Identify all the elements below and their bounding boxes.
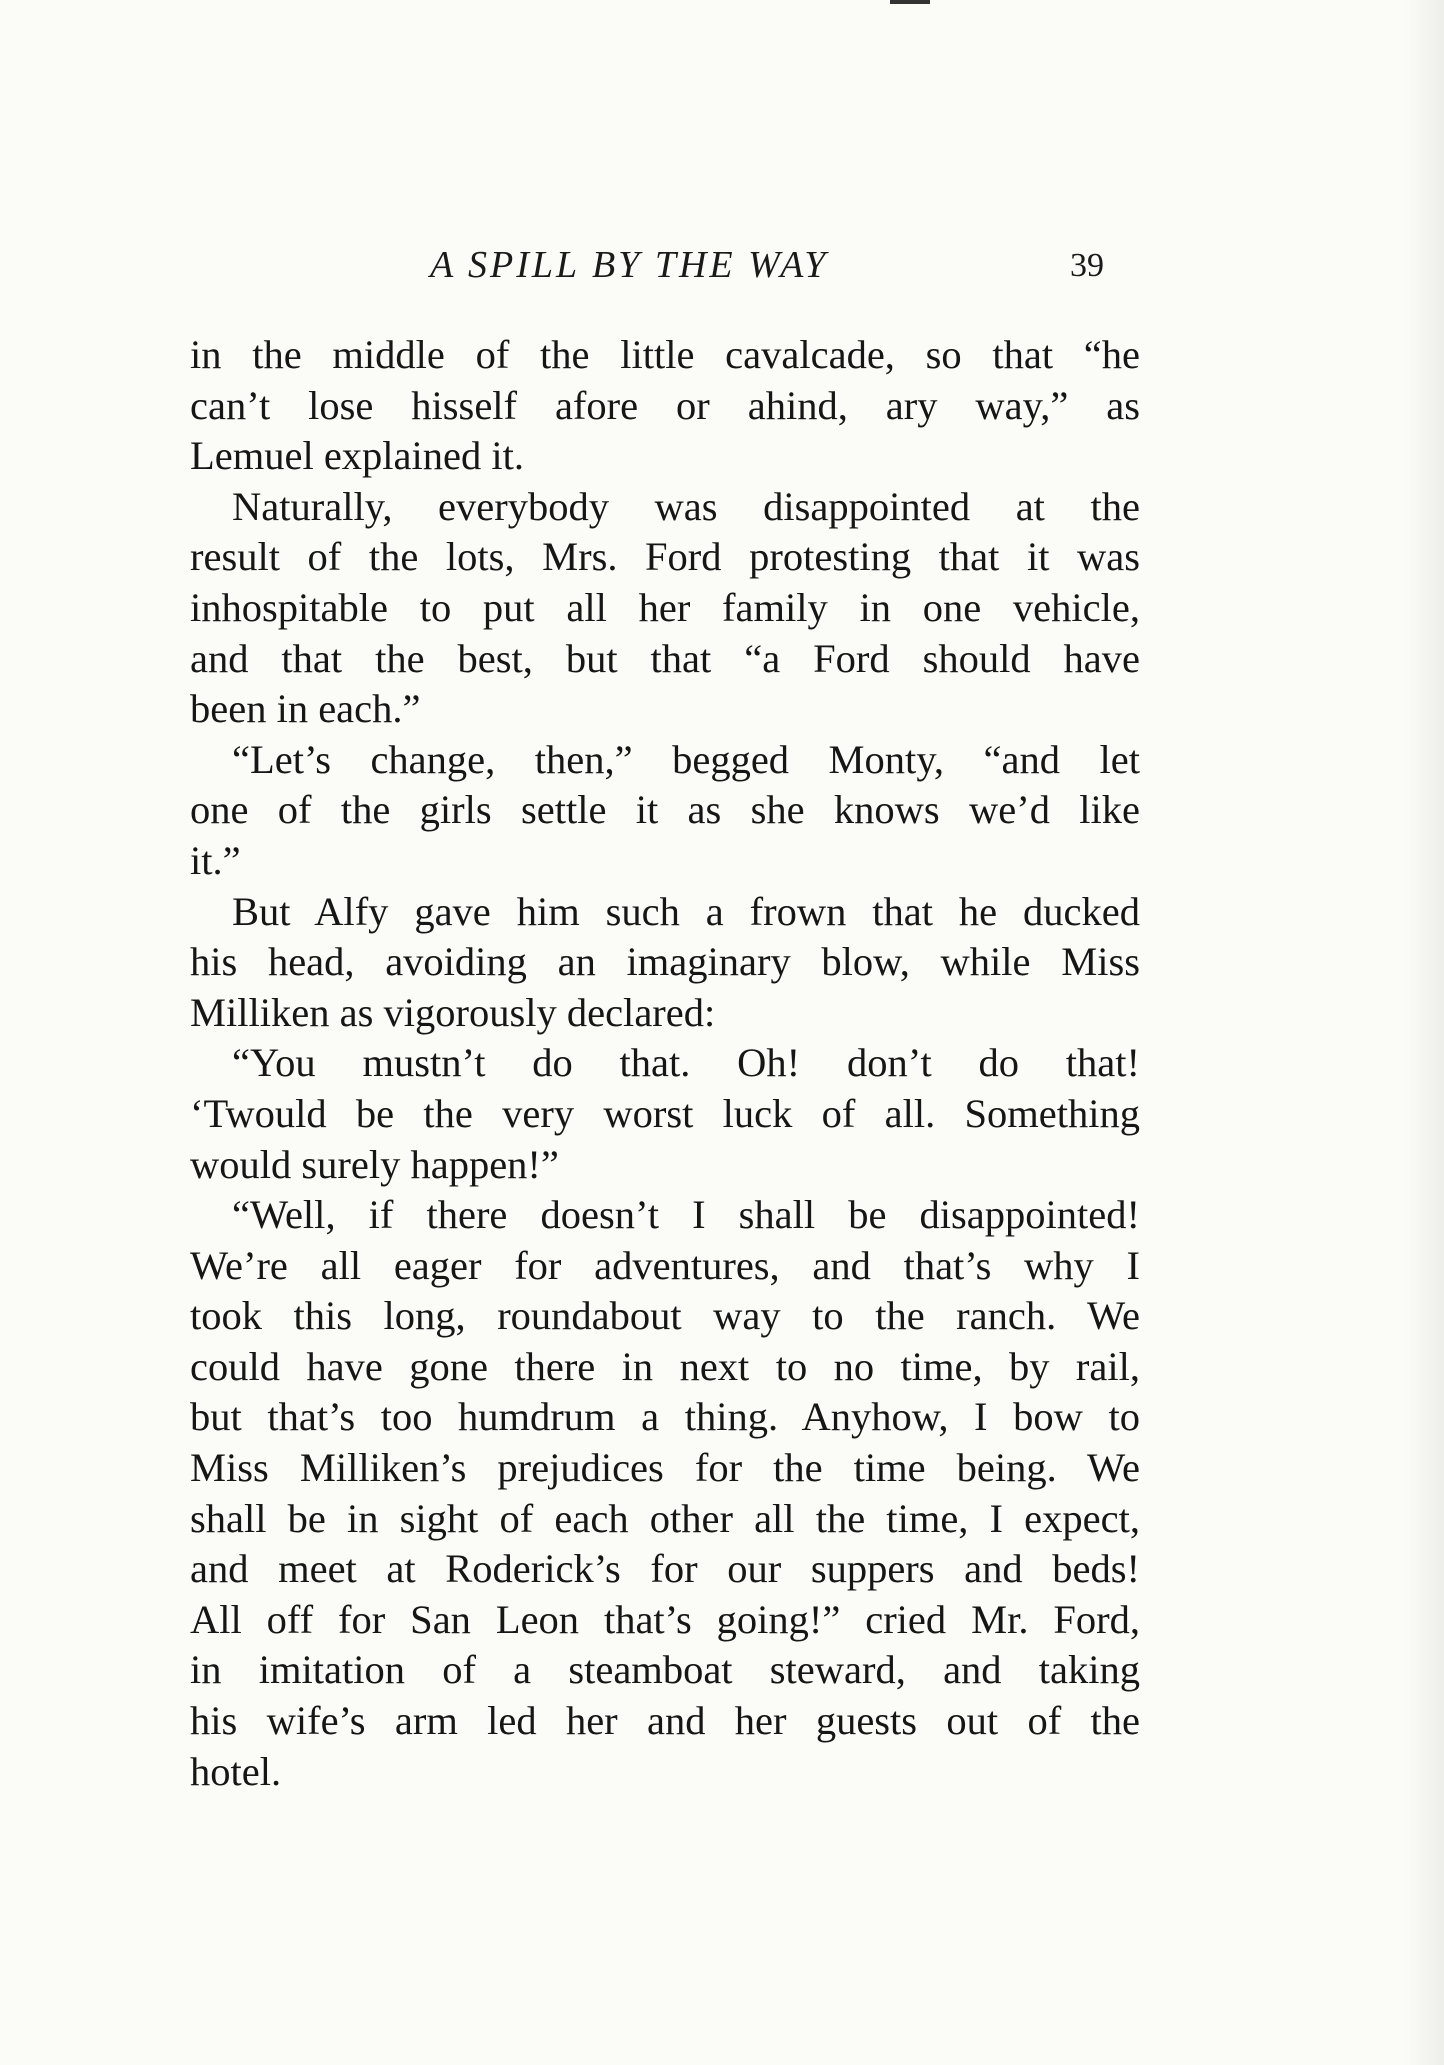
text-line: Miss Milliken’s prejudices for the time being. We bbox=[190, 1445, 1140, 1491]
text-line: shall be in sight of each other all the time, I expect, bbox=[190, 1495, 1140, 1541]
text-line: Lemuel explained it. bbox=[190, 433, 525, 479]
running-head bbox=[190, 243, 1150, 303]
page-number: 39 bbox=[1070, 247, 1104, 284]
text-line: We’re all eager for adventures, and that’s why I bbox=[190, 1242, 1140, 1288]
text-line: in the middle of the little cavalcade, so that “he bbox=[190, 332, 1140, 377]
text-line: “Well, if there doesn’t I shall be disappointed! bbox=[232, 1192, 1140, 1238]
text-line: his wife’s arm led her and her guests out of the bbox=[190, 1698, 1140, 1744]
text-line: can’t lose hisself afore or ahind, ary way,” as bbox=[190, 382, 1140, 428]
text-line: “Let’s change, then,” begged Monty, “and let bbox=[232, 736, 1140, 782]
text-line: in imitation of a steamboat steward, and taking bbox=[190, 1647, 1140, 1693]
text-line: his head, avoiding an imaginary blow, while Miss bbox=[190, 939, 1140, 985]
text-line: ‘Twould be the very worst luck of all. Something bbox=[190, 1090, 1140, 1136]
text-line: but that’s too humdrum a thing. Anyhow, I bow to bbox=[190, 1394, 1140, 1440]
body-text bbox=[190, 330, 1140, 1797]
text-line: inhospitable to put all her family in one vehicle, bbox=[190, 584, 1140, 630]
running-title: A SPILL BY THE WAY bbox=[430, 244, 829, 286]
text-line: result of the lots, Mrs. Ford protesting that it was bbox=[190, 534, 1140, 580]
top-edge-mark bbox=[890, 0, 930, 4]
text-line: Milliken as vigorously declared: bbox=[190, 989, 716, 1035]
text-line: one of the girls settle it as she knows we’d like bbox=[190, 787, 1140, 833]
text-line: and meet at Roderick’s for our suppers and beds! bbox=[190, 1546, 1140, 1592]
text-line: could have gone there in next to no time, by rail, bbox=[190, 1343, 1140, 1389]
text-line: would surely happen!” bbox=[190, 1141, 559, 1187]
text-line: it.” bbox=[190, 837, 241, 883]
text-line: been in each.” bbox=[190, 686, 421, 732]
text-line: hotel. bbox=[190, 1748, 282, 1794]
text-line: But Alfy gave him such a frown that he ducked bbox=[232, 888, 1140, 934]
text-line: “You mustn’t do that. Oh! don’t do that! bbox=[232, 1040, 1140, 1086]
text-line: Naturally, everybody was disappointed at the bbox=[232, 483, 1140, 529]
text-line: took this long, roundabout way to the ranch. We bbox=[190, 1293, 1140, 1339]
text-line: and that the best, but that “a Ford should have bbox=[190, 635, 1140, 681]
page-edge-shadow bbox=[1404, 0, 1444, 2065]
text-line: All off for San Leon that’s going!” cried Mr. Ford, bbox=[190, 1596, 1140, 1642]
